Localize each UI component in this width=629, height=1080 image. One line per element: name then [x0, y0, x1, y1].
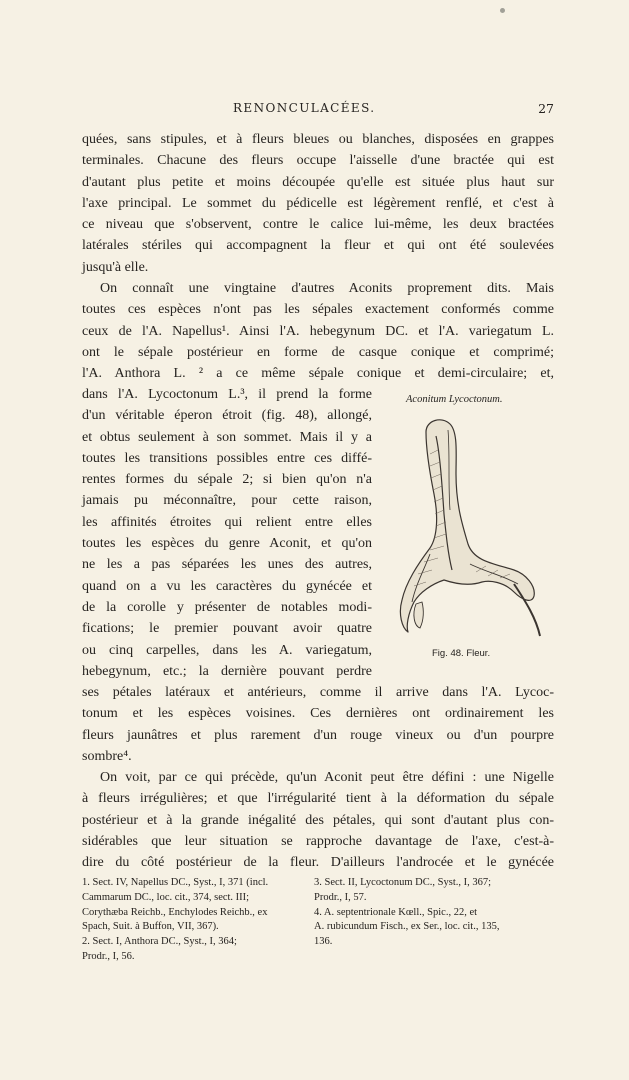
text-line: toutes ces espèces n'ont pas les sépales exactement conformés comme [82, 302, 554, 318]
paragraph-2-beside-figure [82, 384, 372, 682]
text-line: de la corolle y présenter de notables modi- [82, 599, 372, 615]
text-line: tonum et les espèces voisines. Ces dernières ont ordinairement les [82, 706, 554, 722]
footnote-line: Prodr., I, 56. [82, 950, 135, 962]
footnote-line: Cammarum DC., loc. cit., 374, sect. III; [82, 891, 250, 903]
footnote-line: 136. [314, 936, 333, 948]
text-line: rentes formes du sépale 2; si bien qu'on n'a [82, 472, 372, 488]
text-line: postérieur et à la grande inégalité des pétales, qui sont d'autant plus con- [82, 812, 554, 828]
text-line: ou cinq carpelles, dans les A. variegatum, [82, 642, 372, 658]
text-line: et obtus seulement à son sommet. Mais il y a [82, 429, 372, 445]
text-line: On connaît une vingtaine d'autres Aconits proprement dits. Mais [100, 281, 554, 296]
paragraph-1 [82, 129, 554, 278]
text-line: ce niveau que s'observent, contre le calice lui-même, les deux bractées [82, 217, 554, 233]
footnote-line: 4. A. septentrionale Kœll., Spic., 22, et [314, 906, 478, 918]
text-line: latérales stériles qui accompagnent la fleur et qui ont été soulevées [82, 238, 554, 254]
text-line: jamais pu méconnaître, pour cette raison, [82, 493, 372, 509]
text-line: d'un véritable éperon étroit (fig. 48), allongé, [82, 408, 372, 424]
text-line: terminales. Chacune des fleurs occupe l'aisselle d'une bractée qui est [82, 153, 554, 169]
footnote-line: Spach, Suit. à Buffon, VII, 367). [82, 921, 219, 933]
paragraph-3 [82, 767, 554, 873]
running-title: RENONCULACÉES. [233, 101, 376, 115]
footnote-line: Corythæba Reichb., Enchylodes Reichb., ex [82, 906, 268, 918]
figure-48 [386, 394, 548, 670]
footnote-line: A. rubicundum Fisch., ex Ser., loc. cit., 135, [314, 921, 500, 933]
text-line: toutes les transitions possibles entre ces diffé- [82, 450, 372, 466]
paragraph-2-full [82, 278, 554, 384]
text-line: fications; le premier pouvant avoir quatre [82, 621, 372, 637]
text-line: sombre⁴. [82, 748, 132, 764]
text-line: ses pétales latéraux et antérieurs, comme il arrive dans l'A. Lycoc- [82, 685, 554, 700]
text-line: les affinités étroites qui relient entre elles [82, 514, 372, 530]
footnotes-left [82, 876, 300, 965]
text-line: ont le sépale postérieur en forme de casque conique et comprimé; [82, 344, 554, 360]
text-line: fleurs jaunâtres et plus rarement d'un rouge vineux ou d'un pourpre [82, 727, 554, 743]
figure-caption: Fig. 48. Fleur. [432, 648, 491, 659]
text-line: l'A. Anthora L. ² a ce même sépale conique et demi-circulaire; et, [82, 366, 554, 382]
text-line: hebegynum, etc.; la dernière pouvant perdre [82, 663, 372, 679]
text-line: quées, sans stipules, et à fleurs bleues ou blanches, disposées en grappes [82, 132, 554, 147]
footnote-line: Prodr., I, 57. [314, 891, 367, 903]
footnote-line: 2. Sect. I, Anthora DC., Syst., I, 364; [82, 936, 237, 948]
text-line: ne les a pas séparées les unes des autres, [82, 557, 372, 573]
text-line: sidérables que leur situation se rapproche davantage de l'axe, c'est-à- [82, 833, 554, 849]
text-line: dans l'A. Lycoctonum L.³, il prend la forme [82, 387, 372, 402]
text-line: On voit, par ce qui précède, qu'un Aconit peut être défini : une Nigelle [100, 770, 554, 785]
text-line: l'axe principal. Le sommet du pédicelle est légèrement renflé, et c'est à [82, 195, 554, 211]
footnote-line: 1. Sect. IV, Napellus DC., Syst., I, 371 (incl. [82, 877, 269, 888]
text-line: jusqu'à elle. [82, 259, 149, 275]
text-line: toutes les espèces du genre Aconit, et qu'on [82, 536, 372, 552]
text-line: quand on a vu les caractères du gynécée et [82, 578, 372, 594]
footnotes-right [314, 876, 558, 950]
text-line: ceux de l'A. Napellus¹. Ainsi l'A. hebegynum DC. et l'A. variegatum L. [82, 323, 554, 339]
page-number: 27 [538, 101, 554, 116]
text-line: à fleurs irrégulières; et que l'irrégularité tient à la déformation du sépale [82, 791, 554, 807]
aconite-flower-illustration [386, 414, 548, 644]
paper-speck [500, 8, 505, 13]
text-line: dire du côté postérieur de la fleur. D'ailleurs l'androcée et le gynécée [82, 855, 554, 871]
text-line: d'autant plus petite et moins découpée qu'elle est située plus haut sur [82, 174, 554, 190]
paragraph-2-tail [82, 682, 554, 767]
footnote-line: 3. Sect. II, Lycoctonum DC., Syst., I, 367; [314, 877, 492, 888]
figure-title: Aconitum Lycoctonum. [406, 394, 503, 405]
